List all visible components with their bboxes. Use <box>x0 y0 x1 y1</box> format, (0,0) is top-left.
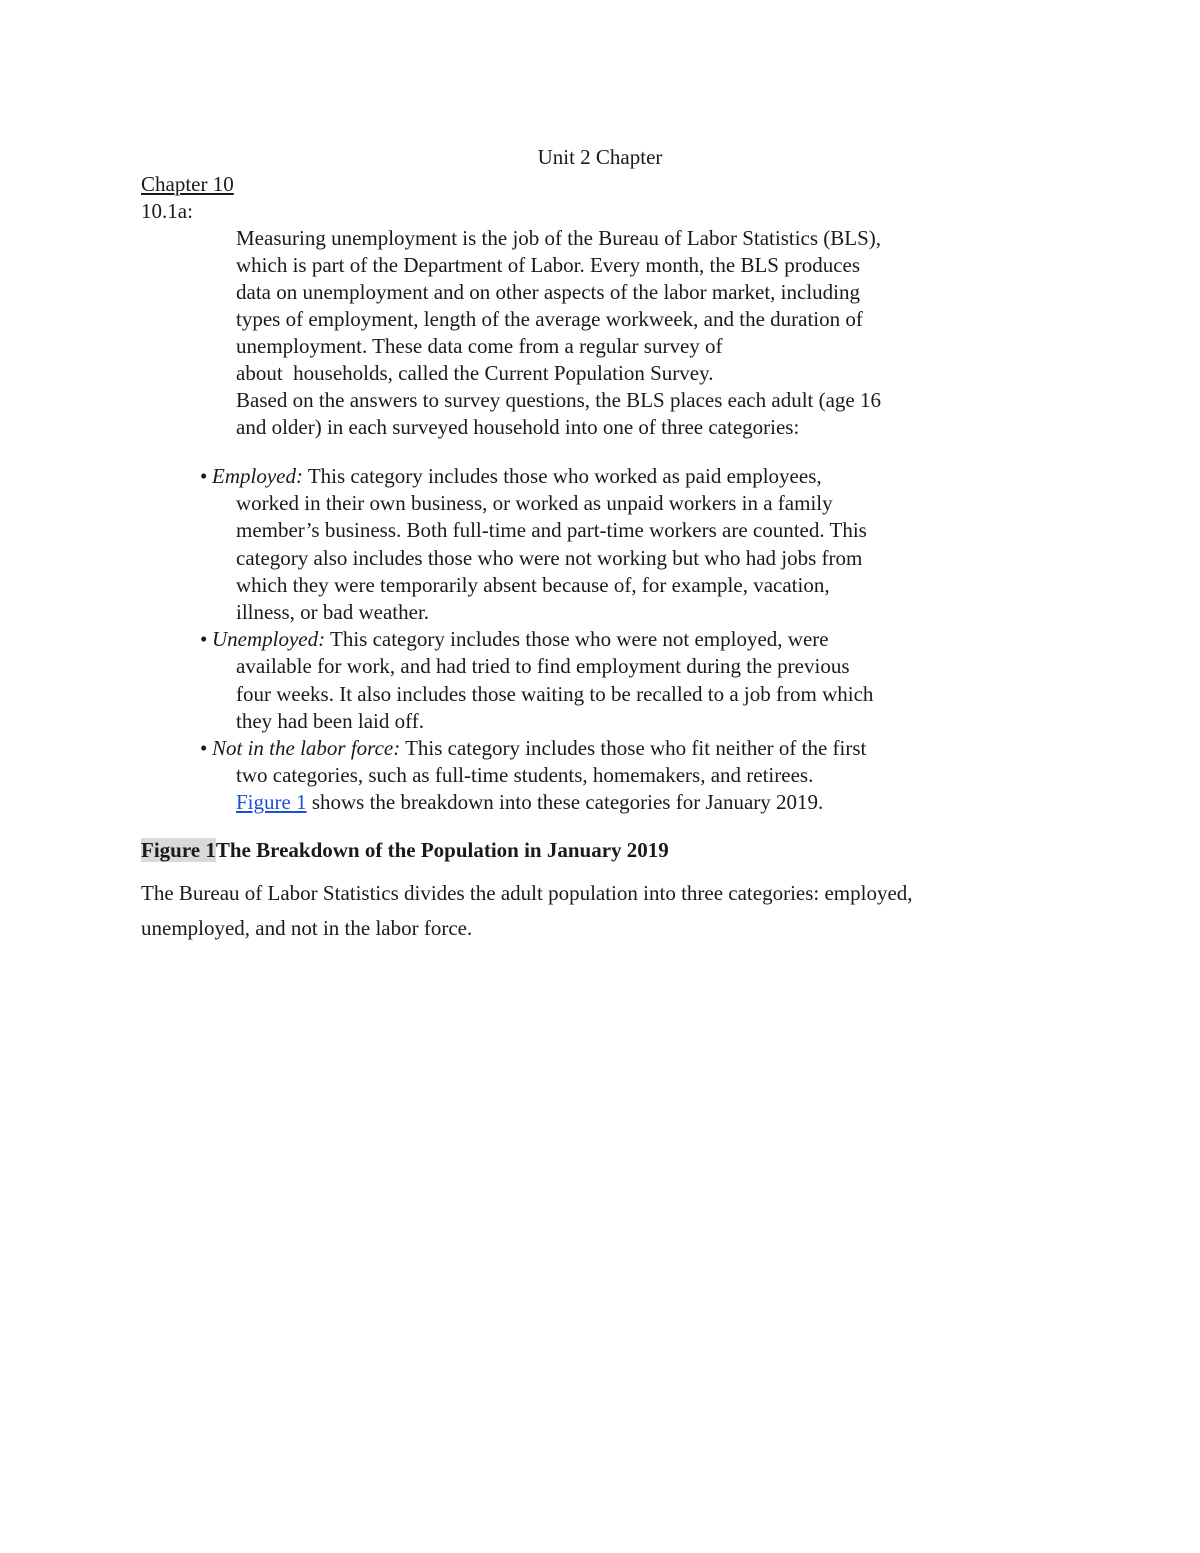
list-item-employed <box>200 463 1020 626</box>
bullet-dot: • <box>200 736 208 760</box>
category-text: This category includes those who worked as paid employees, <box>302 464 822 488</box>
bullet-line: worked in their own business, or worked as unpaid workers in a family <box>236 491 833 516</box>
bullet-first-line <box>212 626 829 653</box>
bullet-line: illness, or bad weather. <box>236 600 430 624</box>
list-item-unemployed <box>200 626 1020 735</box>
category-list <box>200 463 1020 817</box>
category-text: This category includes those who were not employed, were <box>325 627 829 652</box>
section-number: 10.1a: <box>141 199 193 223</box>
category-term: Unemployed: <box>212 627 326 652</box>
intro-line: Measuring unemployment is the job of the Bureau of Labor Statistics (BLS), <box>236 226 882 250</box>
bullet-first-line <box>212 463 822 490</box>
list-item-not-in-labor-force <box>200 735 1020 817</box>
bullet-dot: • <box>200 464 208 488</box>
figure-label: Figure 1 <box>141 838 216 862</box>
figure-title: The Breakdown of the Population in January 2019 <box>215 838 669 862</box>
figure-1-link[interactable]: Figure 1 <box>236 790 307 815</box>
bullet-line: they had been laid off. <box>236 708 424 733</box>
caption-line: The Bureau of Labor Statistics divides the adult population into three categories: employed, <box>141 881 913 905</box>
page-title: Unit 2 Chapter <box>537 145 663 169</box>
intro-paragraph <box>236 225 996 441</box>
figure-caption <box>141 876 1041 946</box>
bullet-line-with-link <box>236 789 1020 816</box>
chapter-heading: Chapter 10 <box>141 172 234 196</box>
bullet-line: available for work, and had tried to find employment during the previous <box>236 654 850 679</box>
bullet-line: member’s business. Both full-time and part-time workers are counted. This <box>236 518 867 543</box>
bullet-dot: • <box>200 627 208 652</box>
bullet-line: two categories, such as full-time students, homemakers, and retirees. <box>236 763 814 788</box>
category-term: Not in the labor force: <box>212 736 401 760</box>
bullet-first-line <box>212 735 866 762</box>
link-tail-text: shows the breakdown into these categories for January 2019. <box>306 790 824 815</box>
bullet-line: four weeks. It also includes those waiting to be recalled to a job from which <box>236 681 874 706</box>
intro-line: and older) in each surveyed household into one of three categories: <box>236 415 800 439</box>
bullet-line: category also includes those who were not working but who had jobs from <box>236 545 863 570</box>
caption-line: unemployed, and not in the labor force. <box>141 916 473 940</box>
category-term: Employed: <box>212 464 303 488</box>
intro-line: Based on the answers to survey questions, the BLS places each adult (age 16 <box>236 388 882 412</box>
intro-line: types of employment, length of the average workweek, and the duration of <box>236 307 863 331</box>
figure-heading <box>141 836 669 864</box>
intro-line: data on unemployment and on other aspects of the labor market, including <box>236 280 860 304</box>
bullet-line: which they were temporarily absent because of, for example, vacation, <box>236 572 830 597</box>
category-text: This category includes those who fit neither of the first <box>400 736 867 760</box>
intro-line: which is part of the Department of Labor. Every month, the BLS produces <box>236 253 861 277</box>
intro-line: about households, called the Current Population Survey. <box>236 361 714 385</box>
intro-line: unemployment. These data come from a regular survey of <box>236 334 723 358</box>
